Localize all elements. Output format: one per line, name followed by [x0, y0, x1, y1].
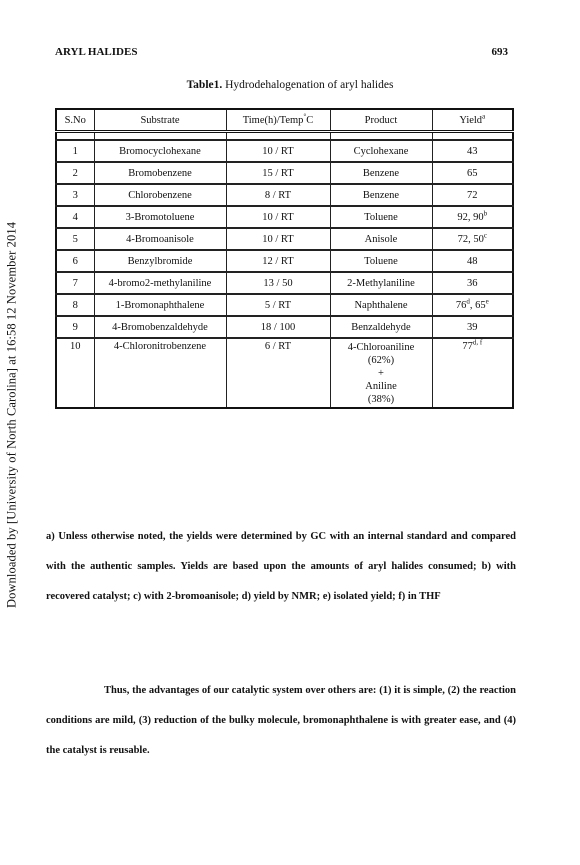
table-row: [56, 206, 513, 228]
cell-sno: 6: [56, 250, 94, 272]
cell-sno: 5: [56, 228, 94, 250]
table-row: [56, 338, 513, 408]
cell-sno: 4: [56, 206, 94, 228]
cell-substrate: Chlorobenzene: [94, 184, 226, 206]
cell-substrate: Bromobenzene: [94, 162, 226, 184]
cell-time-temp: 10 / RT: [226, 206, 330, 228]
download-watermark-text: Downloaded by [University of North Carolina] at 16:58 12 November 2014: [4, 221, 19, 609]
cell-product: Benzaldehyde: [330, 316, 432, 338]
cell-yield: 76$^d$, 65e: [432, 294, 513, 316]
cell-time-temp: 8 / RT: [226, 184, 330, 206]
table-caption-label: Table1.: [186, 79, 223, 91]
cell-yield: 43: [432, 140, 513, 162]
cell-time-temp: 5 / RT: [226, 294, 330, 316]
cell-yield: 72, 50$^c$: [432, 228, 513, 250]
table-caption: [0, 79, 580, 91]
table-footnote: a) Unless otherwise noted, the yields were determined by GC with an internal standard and compared with the authentic samples. Yields are based upon the amounts of aryl halides consumed; b) with recovered catalyst; c) with 2-bromoanisole; d) yield by NMR; e) isolated yield; f) in THF: [46, 531, 516, 602]
product-line: 4-Chloroaniline: [347, 342, 415, 353]
cell-sno: 3: [56, 184, 94, 206]
cell-sno: 8: [56, 294, 94, 316]
cell-yield: 72: [432, 184, 513, 206]
results-table: [55, 108, 514, 409]
cell-yield: 36: [432, 272, 513, 294]
cell-substrate: 4-Chloronitrobenzene: [94, 338, 226, 408]
cell-product: Benzene: [330, 162, 432, 184]
running-head: [55, 46, 508, 58]
cell-substrate: 4-Bromoanisole: [94, 228, 226, 250]
cell-substrate: Benzylbromide: [94, 250, 226, 272]
cell-sno: 10: [56, 338, 94, 408]
product-line: (62%): [367, 355, 395, 366]
header-substrate: Substrate: [94, 109, 226, 132]
cell-yield: 77$^{d, f}$: [432, 338, 513, 408]
header-sno: S.No: [56, 109, 94, 132]
cell-substrate: 4-bromo2-methylaniline: [94, 272, 226, 294]
cell-substrate: 3-Bromotoluene: [94, 206, 226, 228]
cell-time-temp: 10 / RT: [226, 228, 330, 250]
cell-time-temp: 10 / RT: [226, 140, 330, 162]
body-paragraph: Thus, the advantages of our catalytic system over others are: (1) it is simple, (2) the reaction conditions are mild, (3) reduction of the bulky molecule, bromonaphthalene is with greater ease, and (4) the catalyst is reusable.: [46, 685, 516, 756]
cell-yield: 92, 90$^b$: [432, 206, 513, 228]
running-head-title: ARYL HALIDES: [55, 46, 138, 58]
cell-time-temp: 13 / 50: [226, 272, 330, 294]
cell-yield: 65: [432, 162, 513, 184]
cell-yield: 48: [432, 250, 513, 272]
download-watermark: [2, 180, 22, 650]
cell-product: Anisole: [330, 228, 432, 250]
table-row: [56, 272, 513, 294]
cell-time-temp: 18 / 100: [226, 316, 330, 338]
table-row: [56, 228, 513, 250]
table-row: [56, 184, 513, 206]
cell-sno: 7: [56, 272, 94, 294]
cell-sno: 9: [56, 316, 94, 338]
cell-sno: 1: [56, 140, 94, 162]
cell-substrate: 4-Bromobenzaldehyde: [94, 316, 226, 338]
cell-time-temp: 15 / RT: [226, 162, 330, 184]
cell-product: [330, 338, 432, 408]
cell-time-temp: 6 / RT: [226, 338, 330, 408]
cell-product: Benzene: [330, 184, 432, 206]
cell-yield: 39: [432, 316, 513, 338]
header-yield: Yield$^a$: [432, 109, 513, 132]
cell-product: Cyclohexane: [330, 140, 432, 162]
page-number: 693: [491, 46, 508, 58]
table-header-row: [56, 109, 513, 132]
cell-time-temp: 12 / RT: [226, 250, 330, 272]
header-product: Product: [330, 109, 432, 132]
cell-product: 2-Methylaniline: [330, 272, 432, 294]
cell-product: Toluene: [330, 250, 432, 272]
table-row: [56, 140, 513, 162]
product-line: +: [378, 368, 384, 379]
table-row: [56, 250, 513, 272]
header-time-temp: Time(h)/Temp°C: [226, 109, 330, 132]
table-row: [56, 162, 513, 184]
cell-substrate: 1-Bromonaphthalene: [94, 294, 226, 316]
cell-product: Toluene: [330, 206, 432, 228]
table-row: [56, 294, 513, 316]
product-line: Aniline: [365, 381, 397, 392]
cell-sno: 2: [56, 162, 94, 184]
table-caption-text: Hydrodehalogenation of aryl halides: [225, 79, 394, 91]
cell-substrate: Bromocyclohexane: [94, 140, 226, 162]
table-row: [56, 316, 513, 338]
cell-product: Naphthalene: [330, 294, 432, 316]
product-line: (38%): [367, 394, 395, 405]
